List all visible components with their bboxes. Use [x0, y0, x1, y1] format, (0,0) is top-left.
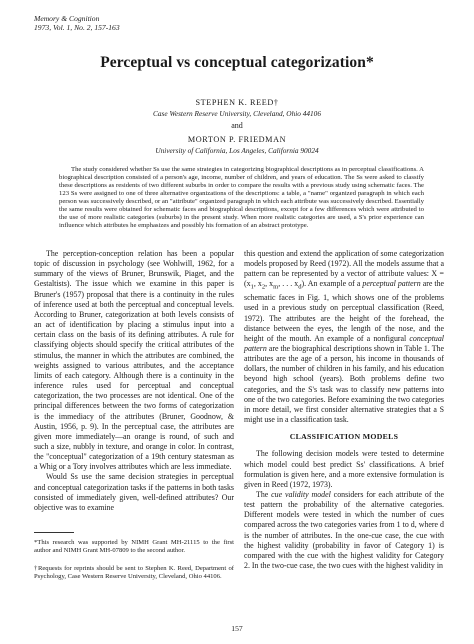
footnote-funding: *This research was supported by NIMH Grant MH-21115 to the first author and NIMH Grant MH-07809 to the second author. [34, 539, 234, 554]
author-1-name: STEPHEN K. REED† [195, 98, 279, 107]
footnote-rule [34, 532, 74, 533]
journal-citation [34, 14, 120, 32]
left-column [34, 249, 234, 513]
right-paragraph-3: The cue validity model considers for each attribute of the test pattern the probability of the alternative categories. Different models were tested in which the number of cues compared across the two categories varies from 1 to d, where d is the number of attributes. In the one-cue case, the cue with the highest validity (probability in favor of Category 1) is compared with the cue with the highest validity for Category 2. In the two-cue case, the two cues with the highest validity in [244, 490, 445, 571]
footnote-reprints: †Requests for reprints should be sent to Stephen K. Reed, Department of Psychology, Case Western Reserve University, Cleveland, Ohio 44106. [34, 565, 234, 580]
right-column [244, 249, 444, 571]
article-title: Perceptual vs conceptual categorization* [100, 54, 374, 71]
author-1-affiliation: Case Western Reserve University, Cleveland, Ohio 44106 [153, 109, 321, 118]
left-paragraph-2: Would Ss use the same decision strategies in perceptual and conceptual categorization tasks if the patterns in both tasks consisted of immediately given, well-defined attributes? Our objective was to examine [34, 472, 234, 512]
right-paragraph-1: this question and extend the application of some categorization models proposed by Reed (1972). All the models assume that a pattern can be represented by a vector of attribute values: $X = (x_1$, $x_2$, $x_m$, . . . $x_d$). An example of a perceptual pattern are the schematic faces in Fig. 1, which shows one of the problems used in a previous study on perceptual classification (Reed, 1972). The attributes are the height of the forehead, the distance between the eyes, the length of the nose, and the height of the mouth. An example of a nonfigural conceptual pattern are the biographical descriptions shown in Table 1. The attributes are the age of a person, his income in thousands of dollars, the number of children in his family, and his education beyond high school (years). Both problems define two categories, and the S's task was to classify new patterns into one of the two categories. Before examining the two categories in more detail, we first consider alternative strategies that a S might use in a classification task. [244, 249, 445, 425]
journal-name: Memory & Cognition [34, 14, 100, 23]
right-paragraph-2: The following decision models were tested to determine which model could best predict Ss' classifications. A brief formulation is given here, and a more extensive formulation is given in Reed (1972, 1973). [244, 449, 444, 489]
abstract: The study considered whether Ss use the same strategies in categorizing biographical descriptions as in perceptual classifications. A biographical description consisted of a person's age, income, number of children, and years of education. The Ss were asked to classify these descriptions as residents of two different suburbs in order to compare the results with a previous study using schematic faces. The 123 Ss were assigned to one of three alternative organizations of the descriptions: a table, a "name" organized paragraph in which each person was successively described, or an "attribute" organized paragraph in which each attribute was successively described. Essentially the same results were obtained for schematic faces and biographical descriptions, except for a few differences which were attributed to the use of more realistic categories (suburbs) in the present study. When more realistic categories are used, a S's prior experience can influence which attributes he emphasizes and possibly his formation of an abstract prototype. [59, 166, 424, 229]
author-2-affiliation: University of California, Los Angeles, California 90024 [155, 146, 319, 155]
section-heading: CLASSIFICATION MODELS [289, 432, 399, 442]
page-number: 157 [231, 624, 243, 633]
journal-volume: 1973, Vol. 1, No. 2, 157-163 [34, 23, 120, 33]
author-2-name: MORTON P. FRIEDMAN [187, 135, 287, 144]
author-separator: and [231, 121, 243, 130]
left-paragraph-1: The perception-conception relation has been a popular topic of discussion in psychology (see Wohlwill, 1962, for a summary of the views of Bruner, Brunswik, Piaget, and the Gestaltists). The issue which we examine in this paper is Bruner's (1957) proposal that there is a continuity in the rules of inference used at both the perceptual and conceptual levels. According to Bruner, categorization at both levels consists of an act of identification by placing a stimulus input into a certain class on the basis of its defining attributes. A rule for classifying objects should specify the critical attributes of the stimulus, the manner in which the attributes are combined, the weights assigned to various attributes, and the acceptance limits of each category. Although there is a continuity in the inference rules used for perceptual and conceptual categorization, the two processes are not identical. One of the principal differences between the two forms of categorization is the immediacy of the attributes (Bruner, Goodnow, & Austin, 1956, p. 9). In the perceptual case, the attributes are given more immediately—an orange is round, of such and such a size, nubbly in texture, and orange in color. In contrast, the "conceptual" categorization of a 19th century statesman as a Whig or a Tory involves attributes which are less immediate. [34, 249, 234, 472]
